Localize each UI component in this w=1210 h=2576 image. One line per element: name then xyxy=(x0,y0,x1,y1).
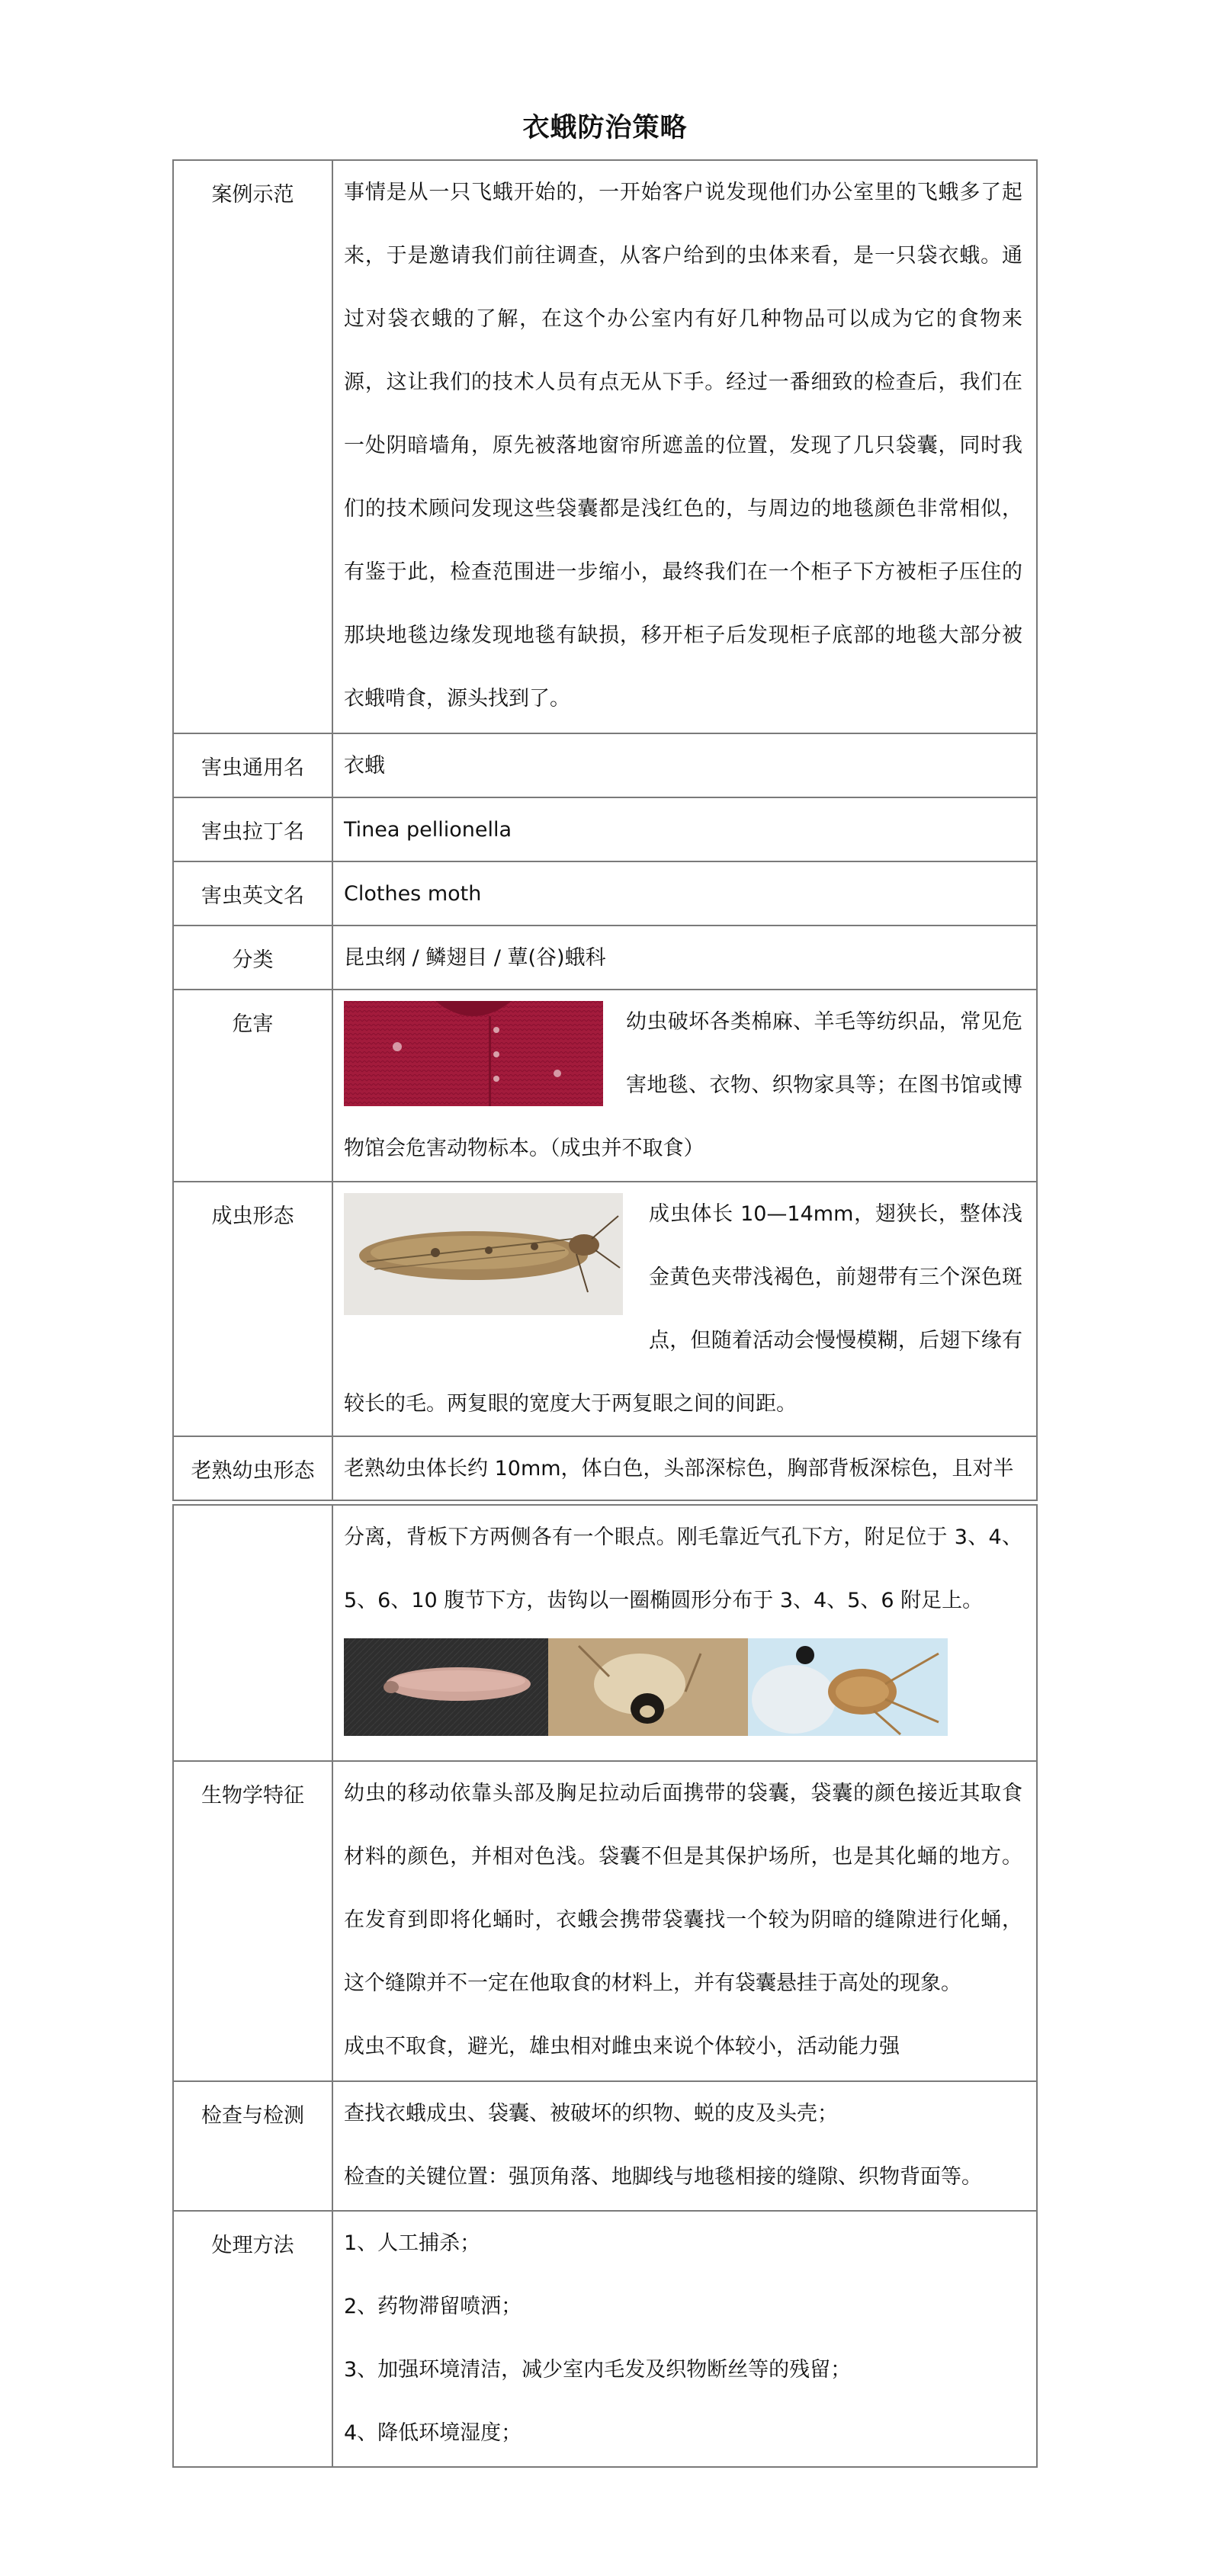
treatment-item-1: 1、人工捕杀； xyxy=(344,2231,481,2255)
inspection-content xyxy=(332,2081,1037,2211)
row-common-name xyxy=(173,733,1037,797)
row-harm xyxy=(173,990,1037,1182)
row-larva-part1 xyxy=(173,1436,1037,1500)
row-inspection xyxy=(173,2081,1037,2211)
treatment-content xyxy=(332,2211,1037,2467)
case-paragraph: 事情是从一只飞蛾开始的，一开始客户说发现他们办公室里的飞蛾多了起来，于是邀请我们前往调查，从客户给到的虫体来看，是一只袋衣蛾。通过对袋衣蛾的了解，在这个办公室内有好几种物品可以成为它的食物来源，这让我们的技术人员有点无从下手。经过一番细致的检查后，我们在一处阴暗墙角，原先被落地窗帘所遮盖的位置，发现了几只袋囊，同时我们的技术顾问发现这些袋囊都是浅红色的，与周边的地毯颜色非常相似，有鉴于此，检查范围进一步缩小，最终我们在一个柜子下方被柜子压住的那块地毯边缘发现地毯有缺损，移开柜子后发现柜子底部的地毯大部分被衣蛾啃食，源头找到了。 xyxy=(344,181,1022,711)
larva-label: 老熟幼虫形态 xyxy=(173,1436,332,1500)
row-latin-name xyxy=(173,797,1037,861)
adult-moth-image xyxy=(344,1193,623,1315)
row-classification xyxy=(173,925,1037,990)
english-name-label: 害虫英文名 xyxy=(173,861,332,925)
inspection-label: 检查与检测 xyxy=(173,2081,332,2211)
row-biology xyxy=(173,1761,1037,2081)
larva-text-part2: 分离，背板下方两侧各有一个眼点。刚毛靠近气孔下方，附足位于 3、4、5、6、10 腹节下方，齿钩以一圈椭圆形分布于 3、4、5、6 附足上。 xyxy=(344,1525,1023,1612)
adult-label: 成虫形态 xyxy=(173,1182,332,1436)
biology-content xyxy=(332,1761,1037,2081)
row-english-name xyxy=(173,861,1037,925)
biology-text-2: 成虫不取食，避光，雄虫相对雌虫来说个体较小，活动能力强 xyxy=(344,2035,900,2058)
harm-text: 幼虫破坏各类棉麻、羊毛等纺织品，常见危害地毯、衣物、织物家具等；在图书馆或博物馆会危害动物标本。（成虫并不取食） xyxy=(344,1010,1022,1160)
harm-label: 危害 xyxy=(173,990,332,1182)
latin-name-value: Tinea pellionella xyxy=(332,797,1037,861)
classification-label: 分类 xyxy=(173,925,332,990)
row-larva-part2 xyxy=(173,1505,1037,1761)
page-title: 衣蛾防治策略 xyxy=(522,113,688,143)
biology-label: 生物学特征 xyxy=(173,1761,332,2081)
harm-content xyxy=(332,990,1037,1182)
larva-emerging-image xyxy=(748,1638,948,1736)
case-text xyxy=(332,160,1037,733)
adult-content xyxy=(332,1182,1037,1436)
common-name-label: 害虫通用名 xyxy=(173,733,332,797)
row-treatment xyxy=(173,2211,1037,2467)
treatment-label: 处理方法 xyxy=(173,2211,332,2467)
treatment-item-3: 3、加强环境清洁，减少室内毛发及织物断丝等的残留； xyxy=(344,2358,852,2382)
adult-text: 成虫体长 10—14mm，翅狭长，整体浅金黄色夹带浅褐色，前翅带有三个深色斑点，但随着活动会慢慢模糊，后翅下缘有较长的毛。两复眼的宽度大于两复眼之间的间距。 xyxy=(344,1202,1022,1416)
inspection-text-1: 查找衣蛾成虫、袋囊、被破坏的织物、蜕的皮及头壳； xyxy=(344,2102,838,2125)
treatment-item-2: 2、药物滞留喷洒； xyxy=(344,2295,522,2318)
case-label: 案例示范 xyxy=(173,160,332,733)
english-name-value: Clothes moth xyxy=(332,861,1037,925)
treatment-item-4: 4、降低环境湿度； xyxy=(344,2421,522,2445)
row-case xyxy=(173,160,1037,733)
biology-text-1: 幼虫的移动依靠头部及胸足拉动后面携带的袋囊，袋囊的颜色接近其取食材料的颜色，并相对色浅。袋囊不但是其保护场所，也是其化蛹的地方。在发育到即将化蛹时，衣蛾会携带袋囊找一个较为阴暗的缝隙进行化蛹，这个缝隙并不一定在他取食的材料上，并有袋囊悬挂于高处的现象。 xyxy=(344,1782,1022,1995)
larva-content xyxy=(332,1505,1037,1761)
larva-case-image xyxy=(344,1638,548,1736)
common-name-value: 衣蛾 xyxy=(332,733,1037,797)
row-adult xyxy=(173,1182,1037,1436)
classification-value: 昆虫纲 / 鳞翅目 / 蕈(谷)蛾科 xyxy=(332,925,1037,990)
latin-name-label: 害虫拉丁名 xyxy=(173,797,332,861)
larva-text-part1: 老熟幼虫体长约 10mm，体白色，头部深棕色，胸部背板深棕色，且对半 xyxy=(332,1436,1037,1500)
larva-label-empty xyxy=(173,1505,332,1761)
larva-head-image xyxy=(548,1638,748,1736)
damaged-knit-garment-image xyxy=(344,1001,603,1106)
pest-info-table xyxy=(172,159,1038,1501)
larva-image-row xyxy=(344,1638,1022,1736)
inspection-text-2: 检查的关键位置：强顶角落、地脚线与地毯相接的缝隙、织物背面等。 xyxy=(344,2165,982,2189)
pest-info-table-continued xyxy=(172,1504,1038,2468)
